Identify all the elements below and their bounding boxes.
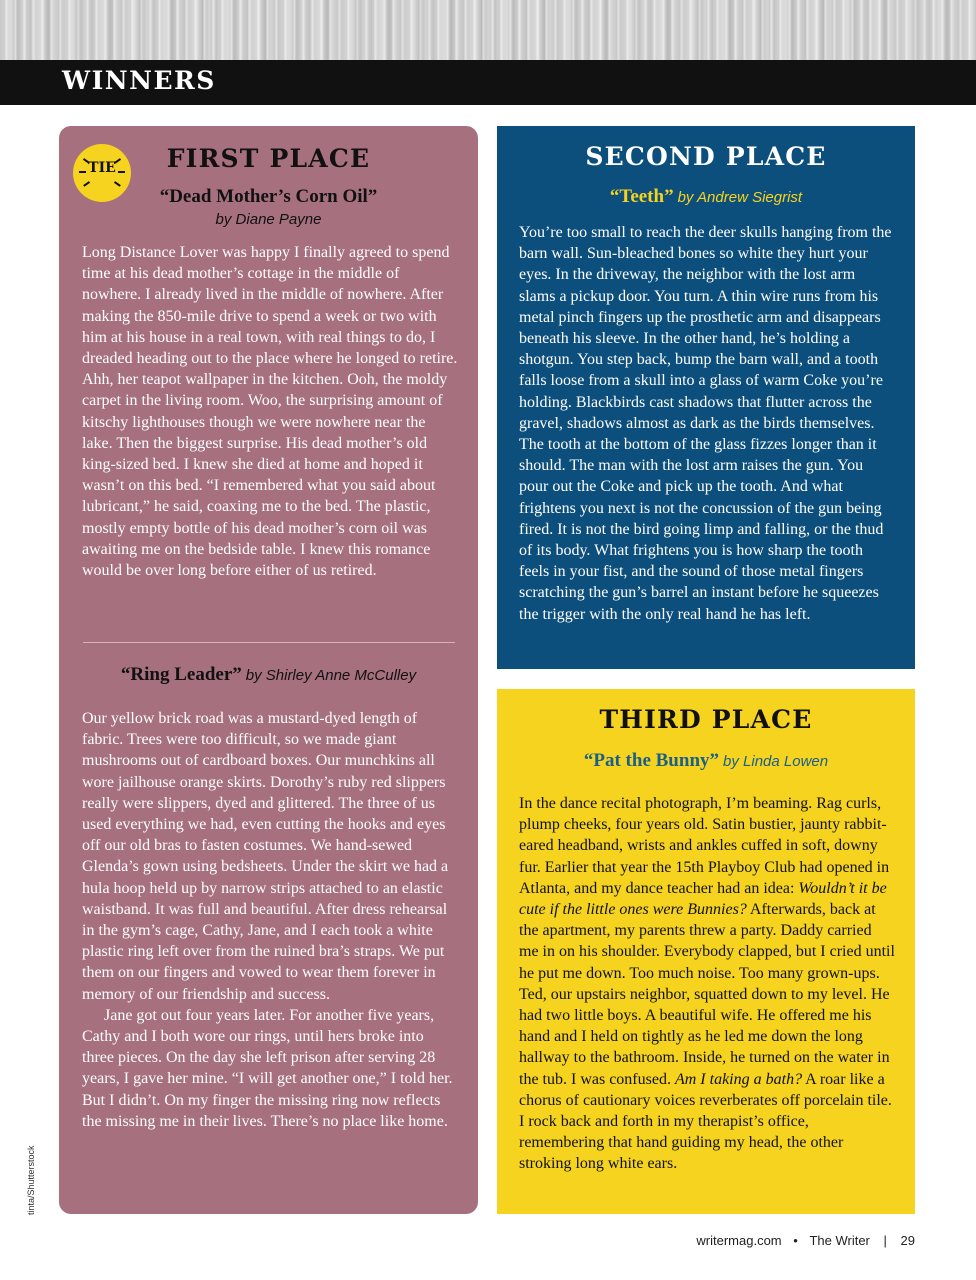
photo-credit: tinta/Shutterstock	[26, 1145, 36, 1215]
story2-body	[82, 708, 458, 1132]
story1-byline-row	[59, 211, 478, 229]
second-story-body	[519, 222, 895, 625]
story1-byline: by Diane Payne	[215, 211, 322, 228]
footer-magazine: The Writer	[809, 1233, 870, 1248]
third-story-paragraph	[519, 793, 895, 1175]
section-banner	[0, 60, 976, 105]
footer-bullet: •	[793, 1233, 798, 1248]
third-story-text: In the dance recital photograph, I’m beaming. Rag curls, plump cheeks, four years old. Satin bustier, jaunty rabbit-eared headband, wrists and ankles cuffed in soft, downy fur. Earlier that year the 15th Playboy Club had opened in Atlanta, and my dance teacher had an idea:	[519, 795, 890, 897]
story2-paragraph: Jane got out four years later. For another five years, Cathy and I both wore our rings, until hers broke into three pieces. On the day she left prison after serving 28 years, I gave her mine. “I will get another one,” I told her. But I didn’t. On my finger the missing ring now reflects the missing me in their lives. There’s no place like home.	[82, 1006, 453, 1130]
second-story-title: “Teeth”	[609, 186, 674, 207]
footer-page-number: 29	[900, 1233, 915, 1248]
third-story-heading-row	[497, 750, 915, 772]
section-title: WINNERS	[62, 66, 216, 95]
third-place-panel	[497, 689, 915, 1214]
story1-title-text: “Dead Mother’s Corn Oil”	[159, 186, 378, 207]
footer-separator: |	[883, 1233, 887, 1248]
second-story-paragraph: You’re too small to reach the deer skulls hanging from the barn wall. Sun-bleached bones so white they hurt your eyes. In the driveway, the neighbor with the lost arm slams a pickup door. You turn. A thin wire runs from his metal pinch fingers up the prosthetic arm and disappears beneath his sleeve. In the other hand, he’s holding a shotgun. You step back, bump the barn wall, and a tooth falls loose from a skull into a glass of warm Coke you’re holding. Blackbirds cast shadows that flutter across the gravel, shadows almost as dark as the birds themselves. The tooth at the bottom of the glass fizzes longer than it should. The man with the lost arm raises the gun. You pour out the Coke and pick up the tooth. And what frightens you next is not the concussion of the gun being fired. It is not the bird going limp and falling, or the thud of its body. What frightens you is how sharp the tooth feels in your fist, and the sound of those metal fingers scratching the gun’s barrel an instant before he squeezes the trigger with the only real hand he has left.	[519, 224, 892, 623]
third-story-byline: by Linda Lowen	[723, 753, 829, 770]
first-place-heading: FIRST PLACE	[166, 144, 371, 173]
third-story-italic: Wouldn’t it be cute if the little ones were Bunnies?	[519, 879, 887, 919]
third-story-text: A roar like a chorus of cautionary voices reverberates off porcelain tile. I rock back and forth in my therapist’s office, remembering that hand guiding my head, the other stroking long white ears.	[519, 1070, 892, 1173]
page-footer	[696, 1233, 915, 1248]
third-place-heading: THIRD PLACE	[599, 705, 813, 734]
second-story-heading-row	[497, 186, 915, 208]
story2-paragraph: Our yellow brick road was a mustard-dyed length of fabric. Trees were too difficult, so we made giant mushrooms out of cardboard boxes. Our munchkins all wore jailhouse orange skirts. Dorothy’s ruby red slippers really were slippers, dyed and glittered. The three of us used everything we had, even cutting the hooks and eyes off our old bras to fasten costumes. We hand-sewed Glenda’s gown using bedsheets. Under the skirt we had a hula hoop held up by narrow strips attached to an elastic waistband. It was full and beautiful. After dress rehearsal in the gym’s cage, Cathy, Jane, and I each took a white plastic ring left over from the ruined bra’s straps. We put them on our fingers and vowed to wear them forever in memory of our friendship and success.	[82, 710, 449, 1003]
second-place-heading: SECOND PLACE	[585, 142, 827, 171]
story2-heading-row	[59, 664, 478, 686]
story1-title	[59, 186, 478, 208]
story1-body	[82, 242, 458, 581]
story2-byline: by Shirley Anne McCulley	[245, 667, 417, 684]
story2-title: “Ring Leader”	[120, 664, 242, 685]
second-story-byline: by Andrew Siegrist	[677, 189, 803, 206]
third-story-text: Afterwards, back at the apartment, my parents threw a party. Daddy carried me in on his shoulder. Everybody clapped, but I cried until he put me down. Too much noise. Too many grown-ups. Ted, our upstairs neighbor, squatted down to my level. He had two little boys. A beautiful wife. He offered me his hand and I held on tightly as he led me down the long hallway to the bathroom. Inside, he turned on the water in the tub. I was confused.	[519, 901, 895, 1088]
woodgrain-header-texture	[0, 0, 976, 60]
third-story-title: “Pat the Bunny”	[583, 750, 720, 771]
footer-site-link[interactable]: writermag.com	[696, 1233, 782, 1248]
story-divider	[83, 642, 455, 643]
third-story-italic: Am I taking a bath?	[674, 1070, 803, 1088]
story1-paragraph: Long Distance Lover was happy I finally agreed to spend time at his dead mother’s cottage in the middle of nowhere. I already lived in the middle of nowhere. After making the 850-mile drive to spend a week or two with him at his house in a real town, with real things to do, I dreaded heading out to the place where he longed to retire. Ahh, her teapot wallpaper in the kitchen. Ooh, the moldy carpet in the living room. Woo, the surprising amount of kitschy lighthouses though we were nowhere near the lake. Then the biggest surprise. His dead mother’s old king-sized bed. I knew she died at home and hoped it wasn’t on this bed. “I remembered what you said about lubricant,” he said, coaxing me to the bed. The plastic, mostly empty bottle of his dead mother’s corn oil was awaiting me on the bedside table. I knew this romance would be over long before either of us retired.	[82, 244, 458, 580]
tie-badge-label: TIE	[88, 160, 116, 176]
second-place-panel	[497, 126, 915, 669]
third-story-body	[519, 793, 895, 1175]
first-place-panel	[59, 126, 478, 1214]
